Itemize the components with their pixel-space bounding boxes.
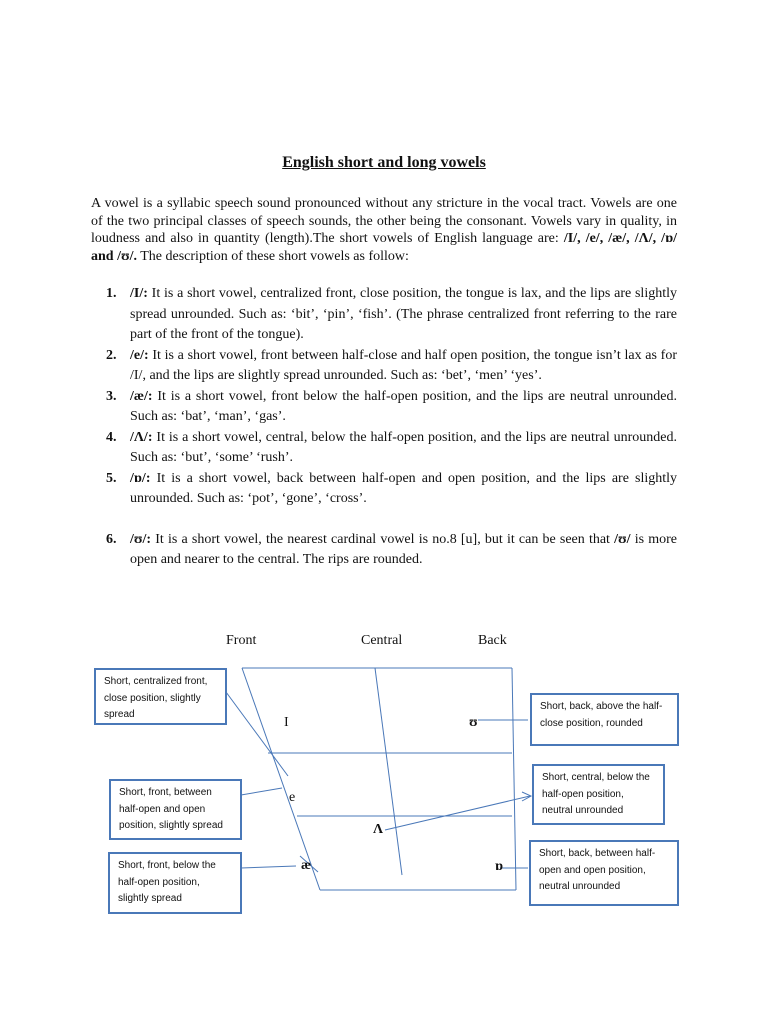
intro-symbols: /I/, /e/, /æ/, /Λ/, /ɒ/ and /ʊ/. [91,231,677,264]
vowel-symbol-o: ɒ [495,859,504,874]
intro-tail: The description of these short vowels as follow: [137,248,409,264]
vowel-symbol-inline: /ʊ/ [614,531,631,547]
list-number: 2. [106,347,117,363]
vowel-symbol: /e/: [130,347,149,363]
description-box-v: Short, central, below the half-open position, neutral unrounded [532,764,665,825]
description-box-u: Short, back, above the half-close position, rounded [530,693,679,746]
vowel-symbol: /æ/: [130,388,153,404]
vowel-symbol-ae: æ [301,858,312,873]
column-label-front: Front [226,633,257,648]
list-number: 4. [106,429,117,445]
vowel-symbol-v: Λ [373,822,384,837]
vowel-description: It is a short vowel, central, below the half-open position, and the lips are neutral unrounded. Such as: ‘but’, ‘some’ ‘rush’. [130,429,677,465]
vowel-description: It is a short vowel, front between half-close and half open position, the tongue isn’t lax as for /I/, and the lips are slightly spread unrounded. Such as: ‘bet’, ‘men’ ‘yes’. [130,347,677,383]
vowel-symbol: /Λ/: [130,429,153,445]
vowel-description: It is a short vowel, centralized front, close position, the tongue is lax, and the lips are slightly spread unrounded. Such as: ‘bit’, ‘pin’, ‘fish’. (The phrase centralized front referring to the rare part of the front of the tongue). [130,286,677,342]
vowel-description-tail: is more open and nearer to the central. The rips are rounded. [130,531,678,567]
column-label-central: Central [361,633,403,648]
list-number: 3. [106,388,117,404]
list-number: 5. [106,470,117,486]
description-box-o: Short, back, between half-open and open position, neutral unrounded [529,840,679,906]
chart-back-line [512,668,516,890]
vowel-symbol: /ʊ/: [130,531,152,547]
intro-text: A vowel is a syllabic speech sound pronounced without any stricture in the vocal tract. Vowels are one of the two principal classes of speech sounds, the other being the consonant. Vowels vary in quality, in loudness and also in quantity (length).The short vowels of English language are: [91,196,677,246]
pointer-line-v [385,796,530,830]
description-box-e: Short, front, between half-open and open position, slightly spread [109,779,242,840]
list-number: 6. [106,531,117,547]
list-number: 1. [106,286,117,301]
vowel-description: It is a short vowel, front below the half-open position, and the lips are neutral unrounded. Such as: ‘bat’, ‘man’, ‘gas’. [130,388,677,424]
page-title: English short and long vowels [282,154,486,171]
chart-central-line [375,668,402,875]
pointer-line-i [226,692,288,776]
vowel-symbol-i: I [284,715,289,730]
description-box-i: Short, centralized front, close position, slightly spread [94,668,227,725]
vowel-description: It is a short vowel, back between half-open and open position, and the lips are slightly unrounded. Such as: ‘pot’, ‘gone’, ‘cross’. [130,470,677,506]
vowel-symbol-u: ʊ [469,715,478,730]
pointer-line-e [241,788,282,795]
chart-front-line [242,668,320,890]
vowel-symbol-e: e [289,790,296,805]
description-box-ae: Short, front, below the half-open position, slightly spread [108,852,242,914]
column-label-back: Back [478,633,507,648]
vowel-description: It is a short vowel, the nearest cardinal vowel is no.8 [u], but it can be seen that [151,531,615,547]
vowel-symbol: /I/: [130,286,148,301]
vowel-symbol: /ɒ/: [130,470,151,486]
pointer-line-ae [241,866,296,868]
